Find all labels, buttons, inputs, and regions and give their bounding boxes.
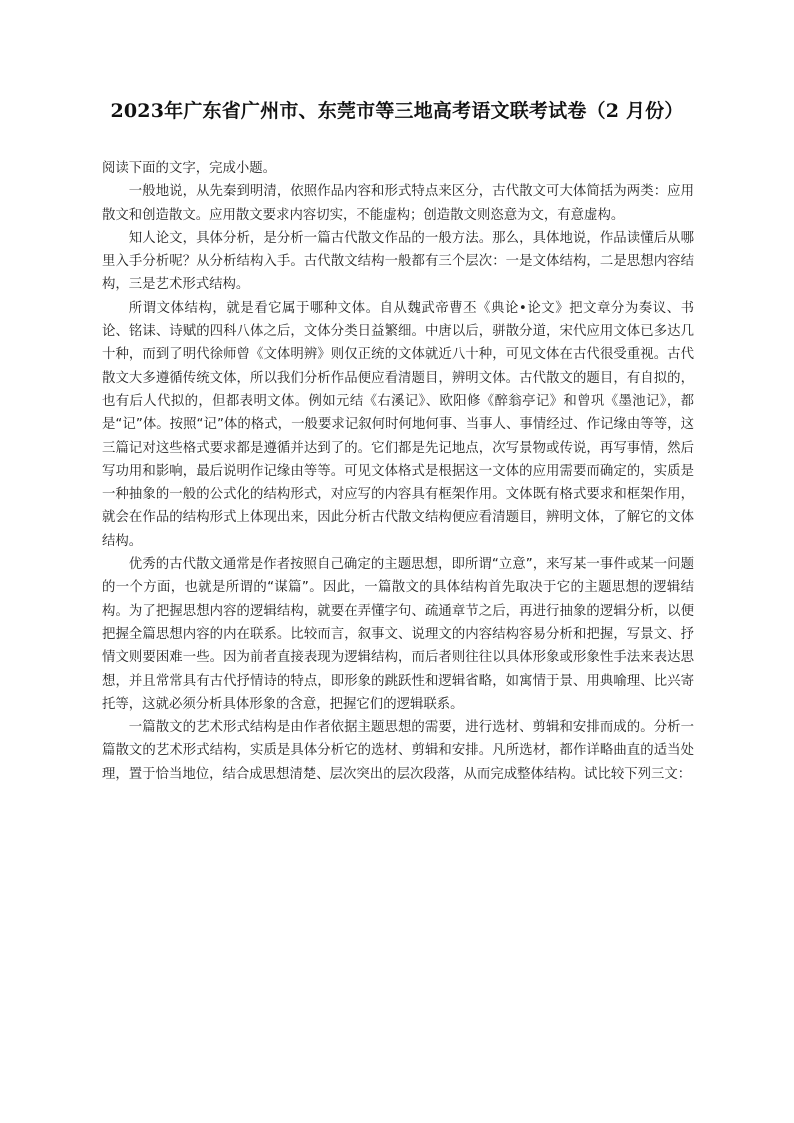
paragraph-3: 所谓文体结构，就是看它属于哪种文体。自从魏武帝曹丕《典论•论文》把文章分为奏议、书论、铭诔、诗赋的四科八体之后，文体分类日益繁细。中唐以后，骈散分道，宋代应用文体已多达几十种，而到了明代徐师曾《文体明辨》则仅正统的文体就近八十种，可见文体在古代很受重视。古代散文大多遵循传统文体，所以我们分析作品便应看清题目，辨明文体。古代散文的题目，有自拟的，也有后人代拟的，但都表明文体。例如元结《右溪记》、欧阳修《醉翁亭记》和曾巩《墨池记》，都是“记”体。按照“记”体的格式，一般要求记叙何时何地何事、当事人、事情经过、作记缘由等等，这三篇记对这些格式要求都是遵循并达到了的。它们都是先记地点，次写景物或传说，再写事情，然后写功用和影响，最后说明作记缘由等等。可见文体格式是根据这一文体的应用需要而确定的，实质是一种抽象的一般的公式化的结构形式，对应写的内容具有框架作用。文体既有格式要求和框架作用，就会在作品的结构形式上体现出来，因此分析古代散文结构便应看清题目，辨明文体，了解它的文体结构。	[102, 300, 694, 549]
paragraph-5: 一篇散文的艺术形式结构是由作者依据主题思想的需要，进行选材、剪辑和安排而成的。分析一篇散文的艺术形式结构，实质是具体分析它的选材、剪辑和安排。凡所选材，都作详略曲直的适当处理，置于恰当地位，结合成思想清楚、层次突出的层次段落，从而完成整体结构。试比较下列三文：	[102, 720, 694, 782]
instruction-text: 阅读下面的文字，完成小题。	[102, 161, 277, 176]
paragraph-1: 一般地说，从先秦到明清，依照作品内容和形式特点来区分，古代散文可大体简括为两类：应用散文和创造散文。应用散文要求内容切实，不能虚构；创造散文则恣意为文，有意虚构。	[102, 184, 694, 223]
document-body	[102, 157, 694, 786]
page-title: 2023年广东省广州市、东莞市等三地高考语文联考试卷（2 月份）	[110, 100, 684, 122]
paragraph-4: 优秀的古代散文通常是作者按照自己确定的主题思想，即所谓“立意”，来写某一事件或某一问题的一个方面，也就是所谓的“谋篇”。因此，一篇散文的具体结构首先取决于它的主题思想的逻辑结构。为了把握思想内容的逻辑结构，就要在弄懂字句、疏通章节之后，再进行抽象的逻辑分析，以便把握全篇思想内容的内在联系。比较而言，叙事文、说理文的内容结构容易分析和把握，写景文、抒情文则要困难一些。因为前者直接表现为逻辑结构，而后者则往往以具体形象或形象性手法来表达思想，并且常常具有古代抒情诗的特点，即形象的跳跃性和逻辑省略，如寓情于景、用典喻理、比兴寄托等，这就必须分析具体形象的含意，把握它们的逻辑联系。	[102, 557, 694, 712]
paragraph-2: 知人论文，具体分析，是分析一篇古代散文作品的一般方法。那么，具体地说，作品读懂后从哪里入手分析呢？从分析结构入手。古代散文结构一般都有三个层次：一是文体结构，二是思想内容结构，三是艺术形式结构。	[102, 230, 694, 293]
